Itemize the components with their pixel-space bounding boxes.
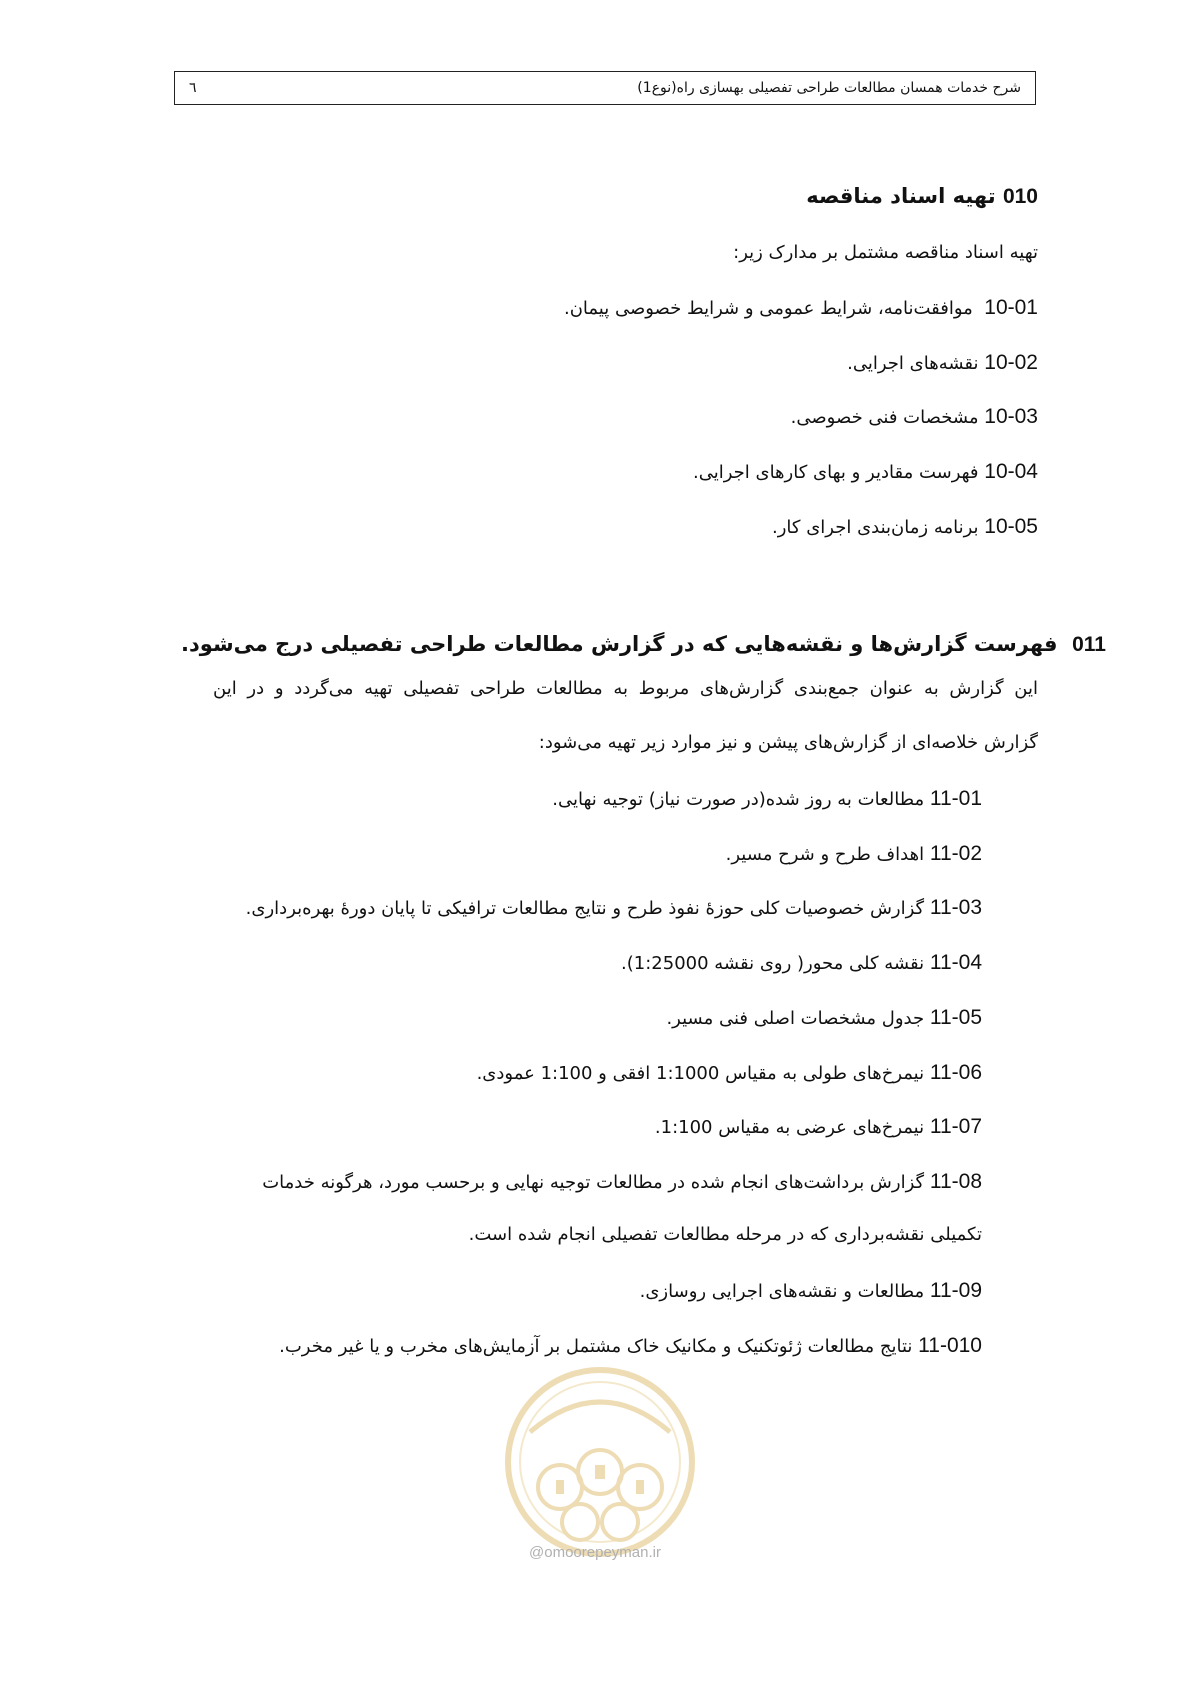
item-text: مشخصات فنی خصوصی. [790, 407, 979, 428]
item-text: اهداف طرح و شرح مسیر. [725, 844, 925, 865]
list-item [477, 1061, 982, 1085]
list-item [246, 896, 982, 920]
item-code: 10-01 [984, 296, 1038, 319]
item-code: 10-04 [984, 460, 1038, 483]
list-item [693, 460, 1038, 484]
item-code: 11-01 [929, 787, 982, 810]
list-item [262, 1170, 982, 1194]
item-code: 11-08 [929, 1170, 982, 1193]
header-title: شرح خدمات همسان مطالعات طراحی تفصیلی بهسازی راه(نوع1) [637, 80, 1021, 96]
section-010-intro: تهیه اسناد مناقصه مشتمل بر مدارک زیر: [733, 242, 1038, 263]
list-item [640, 1279, 982, 1303]
item-text: تکمیلی نقشه‌برداری که در مرحله مطالعات تفصیلی انجام شده است. [468, 1224, 982, 1245]
page-number: ٦ [189, 80, 197, 96]
item-text: نقشه کلی محور( روی نقشه 1:25000). [621, 953, 925, 974]
section-011-heading [181, 632, 1106, 657]
item-code: 11-09 [929, 1279, 982, 1302]
item-text: فهرست مقادیر و بهای کارهای اجرایی. [692, 462, 979, 483]
item-text: نتایج مطالعات ژئوتکنیک و مکانیک خاک مشتمل بر آزمایش‌های مخرب و یا غیر مخرب. [279, 1336, 913, 1357]
list-item [726, 842, 982, 866]
item-text: مطالعات به روز شده(در صورت نیاز) توجیه نهایی. [552, 789, 925, 810]
list-item [621, 951, 982, 975]
item-text: موافقت‌نامه، شرایط عمومی و شرایط خصوصی پیمان. [563, 298, 973, 319]
section-number: 011 [1072, 633, 1106, 656]
section-title: تهیه اسناد مناقصه [806, 184, 996, 208]
item-code: 10-03 [984, 405, 1038, 428]
item-code: 10-02 [984, 351, 1038, 374]
item-code: 11-010 [918, 1334, 982, 1357]
item-text: نیمرخ‌های طولی به مقیاس 1:1000 افقی و 1:100 عمودی. [476, 1063, 925, 1084]
item-code: 11-07 [929, 1115, 982, 1138]
list-item [791, 405, 1038, 429]
item-text: نیمرخ‌های عرضی به مقیاس 1:100. [654, 1117, 925, 1138]
item-code: 10-05 [984, 515, 1038, 538]
item-text: گزارش خصوصیات کلی حوزهٔ نفوذ طرح و نتایج مطالعات ترافیکی تا پایان دورهٔ بهره‌برداری. [245, 898, 925, 919]
item-text: گزارش برداشت‌های انجام شده در مطالعات توجیه نهایی و برحسب مورد، هرگونه خدمات [262, 1172, 925, 1193]
list-item [666, 1006, 982, 1030]
page-header [174, 71, 1036, 105]
section-011-intro-line2: گزارش خلاصه‌ای از گزارش‌های پیشن و نیز موارد زیر تهیه می‌شود: [538, 732, 1038, 753]
section-010-heading [806, 184, 1038, 209]
list-item [655, 1115, 982, 1139]
item-code: 11-03 [929, 896, 982, 919]
item-code: 11-06 [929, 1061, 982, 1084]
list-item [847, 351, 1038, 375]
item-code: 11-04 [929, 951, 982, 974]
list-item [564, 296, 1038, 320]
item-text: مطالعات و نقشه‌های اجرایی روسازی. [639, 1281, 925, 1302]
watermark-url: @omoorepeyman.ir [529, 1544, 661, 1561]
item-code: 11-02 [929, 842, 982, 865]
item-code: 11-05 [929, 1006, 982, 1029]
section-011-intro-line1: این گزارش به عنوان جمع‌بندی گزارش‌های مربوط به مطالعات طراحی تفصیلی تهیه می‌گردد و در این [213, 678, 1038, 699]
list-item-continuation [469, 1224, 982, 1245]
list-item [279, 1334, 982, 1358]
watermark-logo [500, 1362, 700, 1562]
section-number: 010 [1002, 185, 1038, 208]
list-item [772, 515, 1038, 539]
item-text: جدول مشخصات اصلی فنی مسیر. [666, 1008, 925, 1029]
section-title: فهرست گزارش‌ها و نقشه‌هایی که در گزارش مطالعات طراحی تفصیلی درج می‌شود. [181, 632, 1058, 656]
item-text: نقشه‌های اجرایی. [847, 353, 979, 374]
item-text: برنامه زمان‌بندی اجرای کار. [772, 517, 979, 538]
list-item [552, 787, 982, 811]
